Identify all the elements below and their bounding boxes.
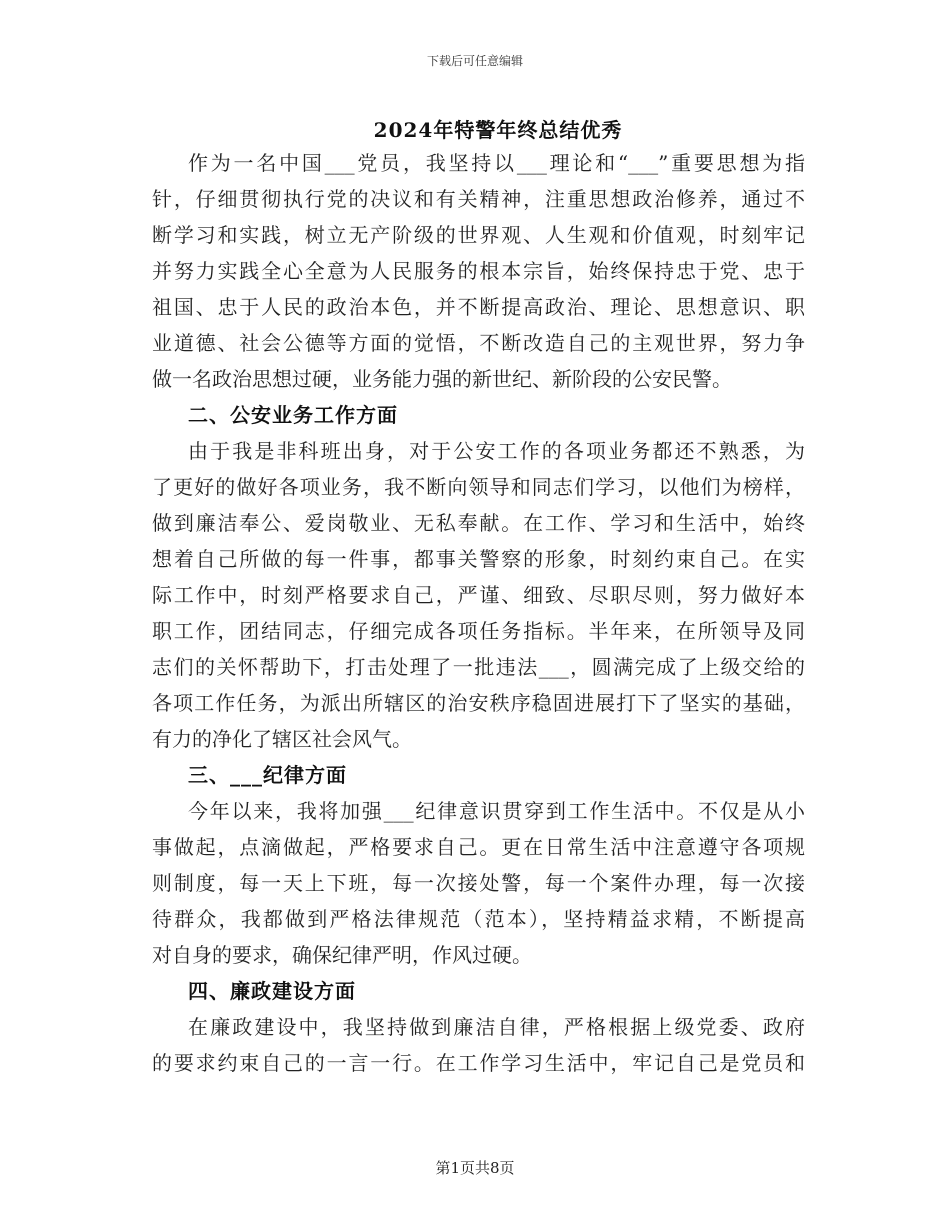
section-heading: 二、公安业务工作方面: [188, 403, 398, 427]
document-title: 2024年特警年终总结优秀: [373, 118, 623, 142]
paragraph-line: 由于我是非科班出身，对于公安工作的各项业务都还不熟悉，为: [188, 439, 805, 463]
paragraph-line: 作为一名中国___党员，我坚持以___理论和“___”重要思想为指: [188, 151, 805, 175]
page-footer: 第1页共8页: [435, 1159, 515, 1177]
paragraph-line: 对自身的要求，确保纪律严明，作风过硬。: [152, 943, 532, 967]
paragraph-line: 做到廉洁奉公、爱岗敬业、无私奉献。在工作、学习和生活中，始终: [152, 511, 805, 535]
paragraph-line: 事做起，点滴做起，严格要求自己。更在日常生活中注意遵守各项规: [152, 835, 805, 859]
section-heading: 四、廉政建设方面: [188, 979, 356, 1003]
paragraph-line: 有力的净化了辖区社会风气。: [152, 727, 412, 751]
section: [152, 397, 805, 757]
paragraph-line: 了更好的做好各项业务，我不断向领导和同志们学习，以他们为榜样，: [152, 475, 805, 499]
paragraph-line: 的要求约束自己的一言一行。在工作学习生活中，牢记自己是党员和: [152, 1051, 805, 1075]
paragraph-line: 则制度，每一天上下班，每一次接处警，每一个案件办理，每一次接: [152, 871, 805, 895]
paragraph-line: 志们的关怀帮助下，打击处理了一批违法___，圆满完成了上级交给的: [152, 655, 805, 679]
paragraph-line: 断学习和实践，树立无产阶级的世界观、人生观和价值观，时刻牢记: [152, 223, 805, 247]
paragraph-line: 职工作，团结同志，仔细完成各项任务指标。半年来，在所领导及同: [152, 619, 805, 643]
paragraph-line: 想着自己所做的每一件事，都事关警察的形象，时刻约束自己。在实: [152, 547, 805, 571]
paragraph-line: 业道德、社会公德等方面的觉悟，不断改造自己的主观世界，努力争: [152, 331, 805, 355]
section-heading: 三、___纪律方面: [188, 763, 347, 787]
document-body: [152, 145, 805, 1081]
paragraph-line: 做一名政治思想过硬，业务能力强的新世纪、新阶段的公安民警。: [152, 367, 732, 391]
paragraph-line: 针，仔细贯彻执行党的决议和有关精神，注重思想政治修养，通过不: [152, 187, 805, 211]
section: [152, 145, 805, 397]
paragraph-line: 待群众，我都做到严格法律规范（范本），坚持精益求精，不断提高: [152, 907, 805, 931]
paragraph-line: 际工作中，时刻严格要求自己，严谨、细致、尽职尽则，努力做好本: [152, 583, 805, 607]
paragraph-line: 今年以来，我将加强___纪律意识贯穿到工作生活中。不仅是从小: [188, 799, 805, 823]
paragraph-line: 在廉政建设中，我坚持做到廉洁自律，严格根据上级党委、政府: [188, 1015, 805, 1039]
paragraph-line: 各项工作任务，为派出所辖区的治安秩序稳固进展打下了坚实的基础，: [152, 691, 805, 715]
paragraph-line: 祖国、忠于人民的政治本色，并不断提高政治、理论、思想意识、职: [152, 295, 805, 319]
page-header: 下载后可任意编辑: [426, 54, 523, 68]
paragraph-line: 并努力实践全心全意为人民服务的根本宗旨，始终保持忠于党、忠于: [152, 259, 805, 283]
section: [152, 973, 805, 1081]
section: [152, 757, 805, 973]
